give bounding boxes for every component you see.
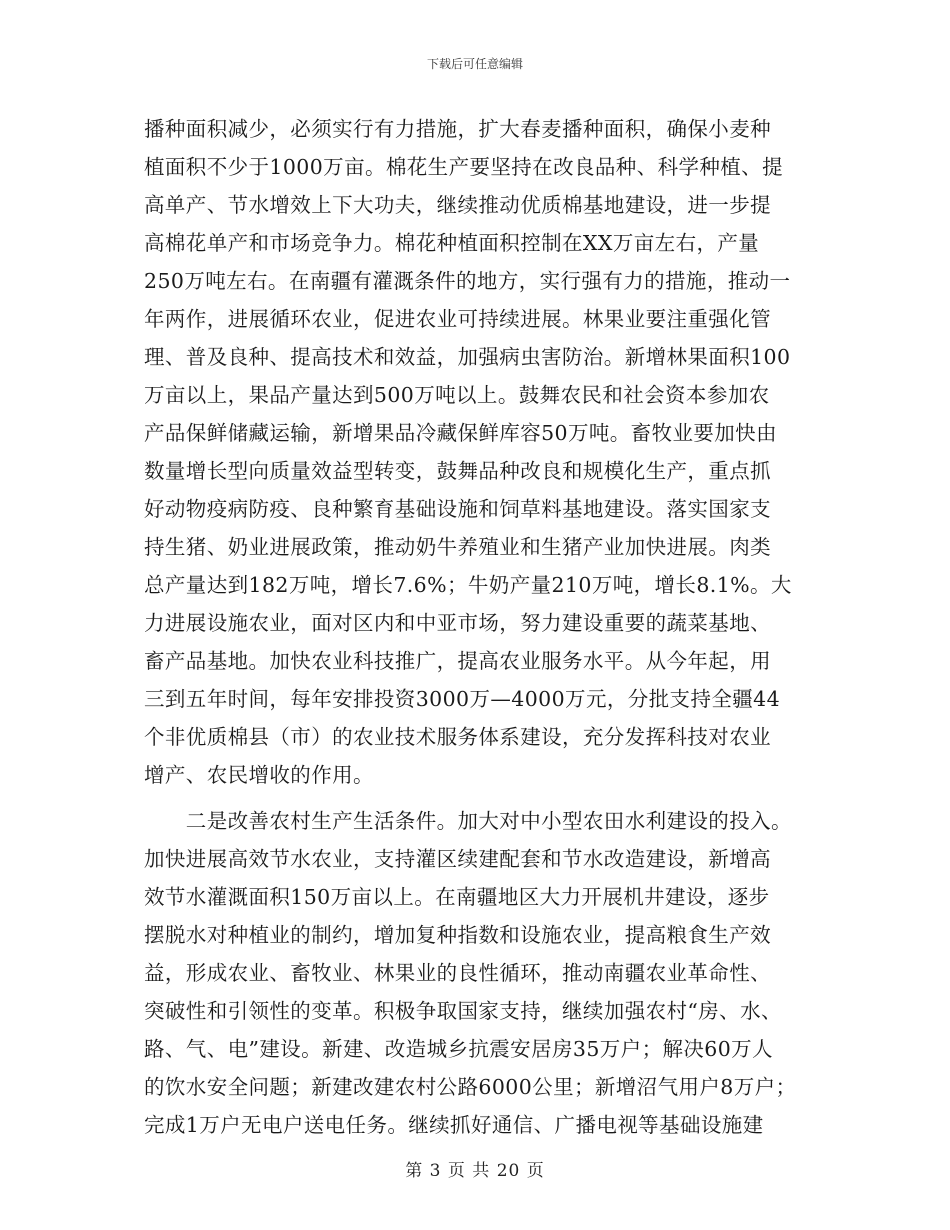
- text-line: 畜产品基地。加快农业科技推广，提高农业服务水平。从今年起，用: [144, 649, 771, 673]
- text-line: 的饮水安全问题；新建改建农村公路6000公里；新增沼气用户8万户；: [144, 1075, 797, 1099]
- text-line: 植面积不少于1000万亩。棉花生产要坚持在改良品种、科学种植、提: [144, 155, 783, 179]
- text-line: 总产量达到182万吨，增长7.6%；牛奶产量210万吨，增长8.1%。大: [144, 573, 792, 597]
- document-body: [144, 110, 809, 1144]
- text-line: 好动物疫病防疫、良种繁育基础设施和饲草料基地建设。落实国家支: [144, 497, 771, 521]
- text-line: 路、气、电”建设。新建、改造城乡抗震安居房35万户；解决60万人: [144, 1037, 773, 1061]
- text-line: 250万吨左右。在南疆有灌溉条件的地方，实行强有力的措施，推动一: [144, 269, 791, 293]
- text-line: 持生猪、奶业进展政策，推动奶牛养殖业和生猪产业加快进展。肉类: [144, 535, 771, 559]
- paragraph-gap: [144, 794, 809, 802]
- text-line: 力进展设施农业，面对区内和中亚市场，努力建设重要的蔬菜基地、: [144, 611, 771, 635]
- text-line: 数量增长型向质量效益型转变，鼓舞品种改良和规模化生产，重点抓: [144, 459, 771, 483]
- text-line: 高单产、节水增效上下大功夫，继续推动优质棉基地建设，进一步提: [144, 193, 771, 217]
- text-line: 三到五年时间，每年安排投资3000万—4000万元，分批支持全疆44: [144, 687, 781, 711]
- text-line: 完成1万户无电户送电任务。继续抓好通信、广播电视等基础设施建: [144, 1113, 764, 1137]
- page-footer: 第 3 页 共 20 页: [405, 1161, 545, 1181]
- text-line: 突破性和引领性的变革。积极争取国家支持，继续加强农村“房、水、: [144, 999, 782, 1023]
- text-line: 万亩以上，果品产量达到500万吨以上。鼓舞农民和社会资本参加农: [144, 383, 770, 407]
- text-line: 高棉花单产和市场竞争力。棉花种植面积控制在XX万亩左右，产量: [144, 231, 760, 255]
- text-line: 益，形成农业、畜牧业、林果业的良性循环，推动南疆农业革命性、: [144, 961, 771, 985]
- text-line: 加快进展高效节水农业，支持灌区续建配套和节水改造建设，新增高: [144, 847, 771, 871]
- text-line: 效节水灌溉面积150万亩以上。在南疆地区大力开展机井建设，逐步: [144, 885, 770, 909]
- text-line: 播种面积减少，必须实行有力措施，扩大春麦播种面积，确保小麦种: [144, 117, 771, 141]
- paragraph-2: [144, 802, 809, 1144]
- text-line: 增产、农民增收的作用。: [144, 763, 374, 787]
- text-line: 个非优质棉县（市）的农业技术服务体系建设，充分发挥科技对农业: [144, 725, 771, 749]
- paragraph-1: [144, 110, 809, 794]
- text-line: 产品保鲜储藏运输，新增果品冷藏保鲜库容50万吨。畜牧业要加快由: [144, 421, 777, 445]
- text-line: 二是改善农村生产生活条件。加大对中小型农田水利建设的投入。: [144, 809, 792, 833]
- text-line: 年两作，进展循环农业，促进农业可持续进展。林果业要注重强化管: [144, 307, 771, 331]
- text-line: 理、普及良种、提高技术和效益，加强病虫害防治。新增林果面积100: [144, 345, 791, 369]
- page-header: 下载后可任意编辑: [426, 57, 523, 71]
- text-line: 摆脱水对种植业的制约，增加复种指数和设施农业，提高粮食生产效: [144, 923, 771, 947]
